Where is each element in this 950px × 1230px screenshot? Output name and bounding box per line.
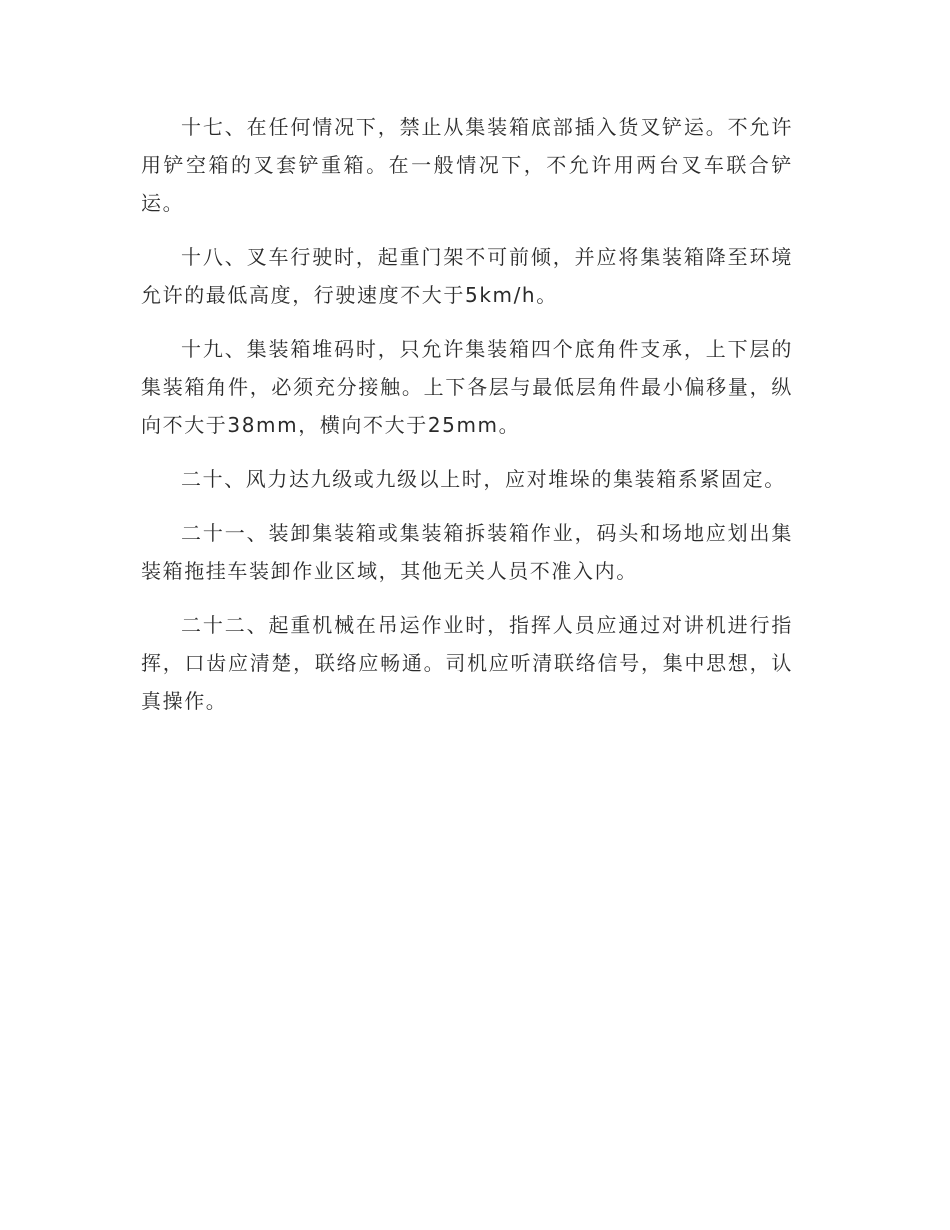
document-body [141,108,793,736]
paragraph-22: 二十二、起重机械在吊运作业时，指挥人员应通过对讲机进行指挥，口齿应清楚，联络应畅通。司机应听清联络信号，集中思想，认真操作。 [141,613,793,713]
paragraph-21: 二十一、装卸集装箱或集装箱拆装箱作业，码头和场地应划出集装箱拖挂车装卸作业区域，其他无关人员不准入内。 [141,521,793,583]
paragraph-17: 十七、在任何情况下，禁止从集装箱底部插入货叉铲运。不允许用铲空箱的叉套铲重箱。在一般情况下，不允许用两台叉车联合铲运。 [141,115,793,215]
paragraph-20: 二十、风力达九级或九级以上时，应对堆垛的集装箱系紧固定。 [181,467,786,491]
paragraph-18: 十八、叉车行驶时，起重门架不可前倾，并应将集装箱降至环境允许的最低高度，行驶速度不大于5km/h。 [141,245,793,307]
paragraph-19: 十九、集装箱堆码时，只允许集装箱四个底角件支承，上下层的集装箱角件，必须充分接触。上下各层与最低层角件最小偏移量，纵向不大于38mm，横向不大于25mm。 [141,337,793,437]
